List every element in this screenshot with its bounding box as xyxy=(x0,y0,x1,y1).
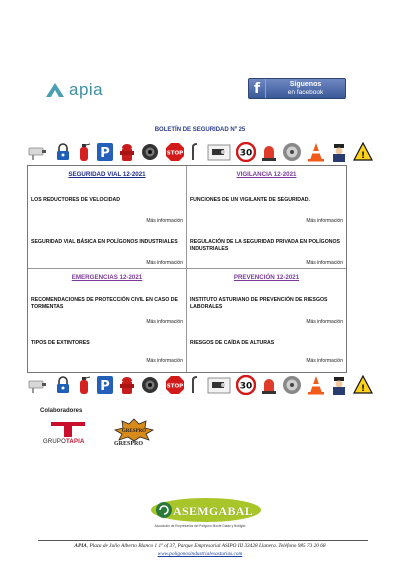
alarm-siren-icon xyxy=(261,375,277,395)
more-info-link[interactable]: Más información xyxy=(306,358,343,364)
section-vigilancia xyxy=(187,166,346,269)
security-icon-strip-top xyxy=(27,141,373,163)
svg-text:P: P xyxy=(100,379,110,394)
parking-sign-icon xyxy=(96,375,114,395)
section-heading[interactable]: PREVENCIÓN 12-2021 xyxy=(233,274,300,281)
parking-sign-icon xyxy=(96,142,114,162)
traffic-cone-icon xyxy=(307,375,325,395)
section-heading[interactable]: EMERGENCIAS 12-2021 xyxy=(71,274,143,281)
stop-sign-icon xyxy=(165,142,185,162)
cctv-camera-icon xyxy=(27,142,49,162)
stop-sign-text: STOP xyxy=(166,383,184,390)
footer-address xyxy=(0,543,400,549)
more-info-link[interactable]: Más información xyxy=(146,358,183,364)
facebook-line1: Síguenos xyxy=(289,80,322,88)
section-prevencion xyxy=(187,269,346,372)
article-title[interactable]: RECOMENDACIONES DE PROTECCIÓN CIVIL EN CASO DE TORMENTAS xyxy=(31,297,178,310)
fire-hydrant-icon xyxy=(119,142,135,162)
grespro-logo[interactable] xyxy=(113,418,155,442)
facebook-button-label xyxy=(266,81,345,97)
article-title[interactable]: FUNCIONES DE UN VIGILANTE DE SEGURIDAD. xyxy=(190,197,310,203)
dome-camera-icon xyxy=(140,375,160,395)
stop-sign-text: STOP xyxy=(166,150,184,157)
warning-sign-icon xyxy=(353,142,373,162)
tapia-grupo-text: GRUPO xyxy=(43,439,67,445)
padlock-icon xyxy=(54,375,72,395)
svg-text:!: ! xyxy=(360,384,366,394)
more-info-link[interactable]: Más información xyxy=(146,218,183,224)
footer-brand: APIA xyxy=(74,543,87,549)
article-title[interactable]: SEGURIDAD VIAL BÁSICA EN POLÍGONOS INDUSTRIALES xyxy=(31,239,178,245)
dome-camera-icon xyxy=(140,142,160,162)
fire-extinguisher-icon xyxy=(77,375,91,395)
svg-text:!: ! xyxy=(360,151,366,161)
apia-logo-text: apia xyxy=(69,80,104,99)
grupo-tapia-name xyxy=(43,439,85,445)
more-info-link[interactable]: Más información xyxy=(306,260,343,266)
speed-limit-text: 30 xyxy=(239,148,253,159)
grespro-name: GRESPRO xyxy=(114,441,144,447)
crowbar-icon xyxy=(190,375,202,395)
alarm-siren-icon xyxy=(261,142,277,162)
facebook-f-icon: f xyxy=(249,79,266,98)
security-icon-strip-bottom xyxy=(27,374,373,396)
footer-address-text: , Plaza de Julio Alberto Blanco 1 1º of 37, Parque Empresarial ASIPO III 33428 Llanera. Teléfono 985 73 20 68 xyxy=(86,543,326,549)
article-title[interactable]: LOS REDUCTORES DE VELOCIDAD xyxy=(31,197,120,203)
safe-dial-icon xyxy=(282,375,302,395)
stop-sign-icon xyxy=(165,375,185,395)
more-info-link[interactable]: Más información xyxy=(146,319,183,325)
more-info-link[interactable]: Más información xyxy=(306,218,343,224)
speed-limit-text: 30 xyxy=(239,381,253,392)
security-guard-icon xyxy=(330,142,348,162)
safe-dial-icon xyxy=(282,142,302,162)
bulletin-sections-grid xyxy=(27,165,347,373)
traffic-cone-icon xyxy=(307,142,325,162)
tapia-name-text: TAPIA xyxy=(66,439,85,445)
grupo-tapia-logo[interactable] xyxy=(45,418,91,438)
fire-hydrant-icon xyxy=(119,375,135,395)
warning-sign-icon xyxy=(353,375,373,395)
article-title[interactable]: INSTITUTO ASTURIANO DE PREVENCIÓN DE RIESGOS LABORALES xyxy=(190,297,328,310)
bulletin-title: BOLETÍN DE SEGURIDAD Nº 25 xyxy=(154,127,246,133)
facebook-line2: en facebook xyxy=(287,88,324,96)
asemgabal-subtitle: Asociación de Empresarios del Polígono Monte Galaz y Bobiglió xyxy=(154,524,246,528)
apia-triangle-icon xyxy=(45,82,65,98)
asemgabal-name: ASEMGABAL xyxy=(173,504,254,518)
fire-extinguisher-icon xyxy=(77,142,91,162)
footer-divider xyxy=(38,540,368,541)
crowbar-icon xyxy=(190,142,202,162)
section-heading[interactable]: VIGILANCIA 12-2021 xyxy=(236,171,297,178)
svg-text:P: P xyxy=(100,146,110,161)
more-info-link[interactable]: Más información xyxy=(306,319,343,325)
section-heading[interactable]: SEGURIDAD VIAL 12-2021 xyxy=(68,171,146,178)
collaborators-label: Colaboradores xyxy=(40,408,83,414)
article-title[interactable]: RIESGOS DE CAÍDA DE ALTURAS xyxy=(190,340,275,346)
security-guard-icon xyxy=(330,375,348,395)
padlock-icon xyxy=(54,142,72,162)
article-title[interactable]: REGULACIÓN DE LA SEGURIDAD PRIVADA EN POLÍGONOS INDUSTRIALES xyxy=(190,239,340,252)
cctv-camera-icon xyxy=(27,375,49,395)
article-title[interactable]: TIPOS DE EXTINTORES xyxy=(31,340,90,346)
apia-logo[interactable] xyxy=(45,80,103,100)
facebook-follow-button[interactable] xyxy=(248,78,346,99)
speed-camera-icon xyxy=(207,375,231,395)
footer-website-link[interactable]: www.poligonosindustrialesasturias.com xyxy=(157,551,243,557)
section-emergencias xyxy=(28,269,187,372)
speed-limit-30-icon xyxy=(236,375,256,395)
section-seguridad-vial xyxy=(28,166,187,269)
speed-limit-30-icon xyxy=(236,142,256,162)
more-info-link[interactable]: Más información xyxy=(146,260,183,266)
grespro-logo-text: GRESPRO xyxy=(121,429,147,434)
speed-camera-icon xyxy=(207,142,231,162)
